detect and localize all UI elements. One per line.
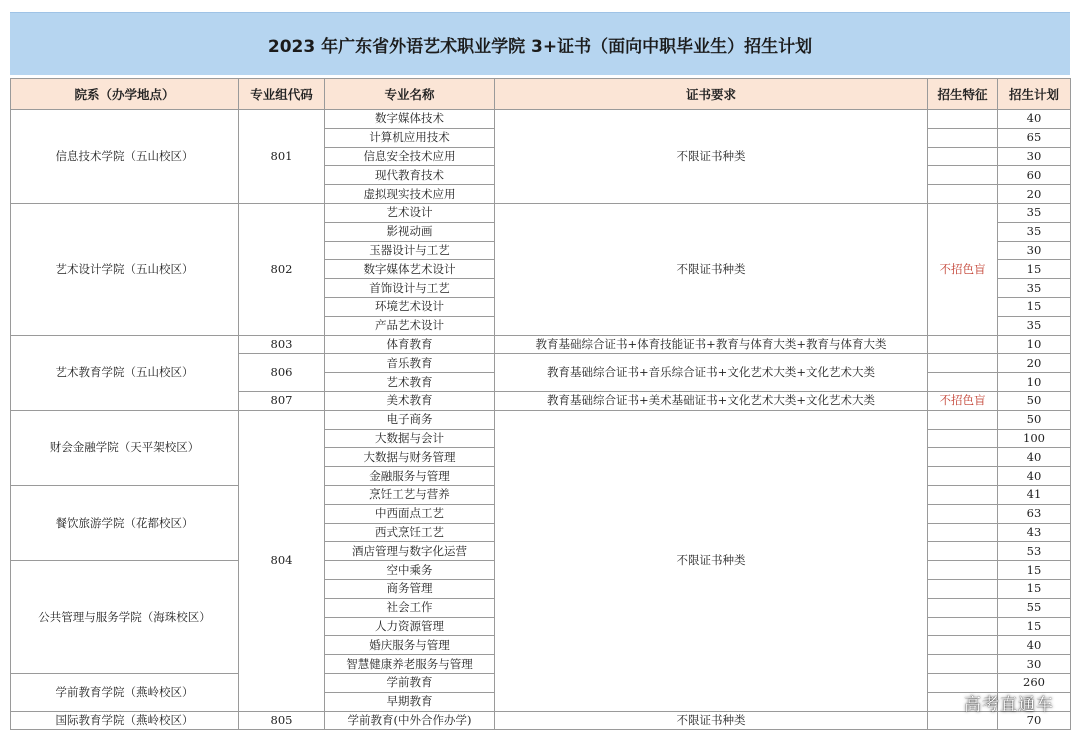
major-cell: 西式烹饪工艺 xyxy=(325,523,495,542)
cert-cell: 不限证书种类 xyxy=(495,711,928,730)
dept-cell: 艺术设计学院（五山校区） xyxy=(11,203,239,335)
major-cell: 产品艺术设计 xyxy=(325,316,495,335)
major-cell: 商务管理 xyxy=(325,579,495,598)
plan-cell: 70 xyxy=(998,711,1071,730)
cert-cell: 教育基础综合证书+美术基础证书+文化艺术大类+文化艺术大类 xyxy=(495,391,928,410)
feature-cell xyxy=(928,166,998,185)
major-cell: 数字媒体艺术设计 xyxy=(325,260,495,279)
feature-cell xyxy=(928,429,998,448)
table-title: 2023 年广东省外语艺术职业学院 3+证书（面向中职毕业生）招生计划 xyxy=(10,12,1070,75)
plan-cell: 10 xyxy=(998,373,1071,392)
plan-cell: 100 xyxy=(998,429,1071,448)
cert-cell: 不限证书种类 xyxy=(495,203,928,335)
table-row xyxy=(11,335,1071,354)
plan-cell: 15 xyxy=(998,297,1071,316)
major-cell: 首饰设计与工艺 xyxy=(325,279,495,298)
major-cell: 影视动画 xyxy=(325,222,495,241)
major-cell: 虚拟现实技术应用 xyxy=(325,185,495,204)
header-row xyxy=(11,79,1071,110)
feature-cell xyxy=(928,128,998,147)
cert-cell: 不限证书种类 xyxy=(495,410,928,711)
major-cell: 学前教育 xyxy=(325,673,495,692)
major-cell: 玉器设计与工艺 xyxy=(325,241,495,260)
plan-cell: 40 xyxy=(998,448,1071,467)
plan-cell: 63 xyxy=(998,504,1071,523)
major-cell: 中西面点工艺 xyxy=(325,504,495,523)
plan-cell: 41 xyxy=(998,485,1071,504)
group-code-cell: 801 xyxy=(239,110,325,204)
plan-cell: 40 xyxy=(998,110,1071,129)
feature-cell xyxy=(928,598,998,617)
feature-cell xyxy=(928,579,998,598)
major-cell: 人力资源管理 xyxy=(325,617,495,636)
plan-cell: 15 xyxy=(998,561,1071,580)
major-cell: 环境艺术设计 xyxy=(325,297,495,316)
enrollment-plan-table xyxy=(10,78,1071,730)
major-cell: 金融服务与管理 xyxy=(325,467,495,486)
cert-cell: 教育基础综合证书+体育技能证书+教育与体育大类+教育与体育大类 xyxy=(495,335,928,354)
group-code-cell: 807 xyxy=(239,391,325,410)
group-code-cell: 804 xyxy=(239,410,325,711)
major-cell: 早期教育 xyxy=(325,692,495,711)
dept-cell: 学前教育学院（燕岭校区） xyxy=(11,673,239,711)
plan-cell: 10 xyxy=(998,335,1071,354)
feature-cell xyxy=(928,373,998,392)
dept-cell: 公共管理与服务学院（海珠校区） xyxy=(11,561,239,674)
plan-cell: 30 xyxy=(998,655,1071,674)
table-row xyxy=(11,410,1071,429)
group-code-cell: 805 xyxy=(239,711,325,730)
feature-cell xyxy=(928,185,998,204)
major-cell: 大数据与会计 xyxy=(325,429,495,448)
feature-cell xyxy=(928,147,998,166)
plan-cell: 30 xyxy=(998,241,1071,260)
feature-cell xyxy=(928,523,998,542)
plan-cell: 50 xyxy=(998,391,1071,410)
major-cell: 计算机应用技术 xyxy=(325,128,495,147)
feature-cell xyxy=(928,561,998,580)
plan-cell: 40 xyxy=(998,636,1071,655)
major-cell: 电子商务 xyxy=(325,410,495,429)
major-cell: 音乐教育 xyxy=(325,354,495,373)
plan-cell: 20 xyxy=(998,354,1071,373)
feature-cell xyxy=(928,410,998,429)
plan-cell: 35 xyxy=(998,222,1071,241)
plan-cell: 15 xyxy=(998,579,1071,598)
col-header-cert: 证书要求 xyxy=(495,79,928,110)
dept-cell: 国际教育学院（燕岭校区） xyxy=(11,711,239,730)
dept-cell: 信息技术学院（五山校区） xyxy=(11,110,239,204)
plan-cell: 260 xyxy=(998,673,1071,692)
feature-cell xyxy=(928,467,998,486)
group-code-cell: 803 xyxy=(239,335,325,354)
major-cell: 信息安全技术应用 xyxy=(325,147,495,166)
major-cell: 艺术教育 xyxy=(325,373,495,392)
major-cell: 体育教育 xyxy=(325,335,495,354)
major-cell: 烹饪工艺与营养 xyxy=(325,485,495,504)
major-cell: 空中乘务 xyxy=(325,561,495,580)
plan-cell: 40 xyxy=(998,467,1071,486)
feature-cell xyxy=(928,504,998,523)
major-cell: 大数据与财务管理 xyxy=(325,448,495,467)
col-header-group-code: 专业组代码 xyxy=(239,79,325,110)
feature-cell xyxy=(928,655,998,674)
plan-cell: 35 xyxy=(998,279,1071,298)
cert-cell: 教育基础综合证书+音乐综合证书+文化艺术大类+文化艺术大类 xyxy=(495,354,928,392)
table-row xyxy=(11,110,1071,129)
feature-cell xyxy=(928,542,998,561)
plan-cell: 60 xyxy=(998,166,1071,185)
plan-cell: 65 xyxy=(998,128,1071,147)
feature-cell: 不招色盲 xyxy=(928,391,998,410)
feature-cell xyxy=(928,485,998,504)
feature-cell xyxy=(928,636,998,655)
feature-cell xyxy=(928,354,998,373)
col-header-feature: 招生特征 xyxy=(928,79,998,110)
major-cell: 艺术设计 xyxy=(325,203,495,222)
major-cell: 婚庆服务与管理 xyxy=(325,636,495,655)
feature-cell xyxy=(928,448,998,467)
plan-cell: 43 xyxy=(998,523,1071,542)
plan-cell: 35 xyxy=(998,316,1071,335)
dept-cell: 艺术教育学院（五山校区） xyxy=(11,335,239,410)
dept-cell: 财会金融学院（天平架校区） xyxy=(11,410,239,485)
group-code-cell: 802 xyxy=(239,203,325,335)
table-row xyxy=(11,203,1071,222)
plan-cell: 15 xyxy=(998,617,1071,636)
col-header-major: 专业名称 xyxy=(325,79,495,110)
feature-cell xyxy=(928,110,998,129)
major-cell: 社会工作 xyxy=(325,598,495,617)
plan-cell: 30 xyxy=(998,147,1071,166)
plan-cell: 53 xyxy=(998,542,1071,561)
plan-cell: 35 xyxy=(998,203,1071,222)
plan-cell: 15 xyxy=(998,260,1071,279)
plan-cell: 20 xyxy=(998,185,1071,204)
major-cell: 智慧健康养老服务与管理 xyxy=(325,655,495,674)
feature-cell xyxy=(928,617,998,636)
dept-cell: 餐饮旅游学院（花都校区） xyxy=(11,485,239,560)
table-row xyxy=(11,711,1071,730)
watermark: 高考直通车 xyxy=(964,695,1054,715)
cert-cell: 不限证书种类 xyxy=(495,110,928,204)
group-code-cell: 806 xyxy=(239,354,325,392)
col-header-plan: 招生计划 xyxy=(998,79,1071,110)
feature-cell: 不招色盲 xyxy=(928,203,998,335)
major-cell: 美术教育 xyxy=(325,391,495,410)
major-cell: 酒店管理与数字化运营 xyxy=(325,542,495,561)
col-header-dept: 院系（办学地点） xyxy=(11,79,239,110)
plan-cell: 50 xyxy=(998,410,1071,429)
feature-cell xyxy=(928,335,998,354)
plan-cell: 55 xyxy=(998,598,1071,617)
major-cell: 数字媒体技术 xyxy=(325,110,495,129)
major-cell: 现代教育技术 xyxy=(325,166,495,185)
major-cell: 学前教育(中外合作办学) xyxy=(325,711,495,730)
